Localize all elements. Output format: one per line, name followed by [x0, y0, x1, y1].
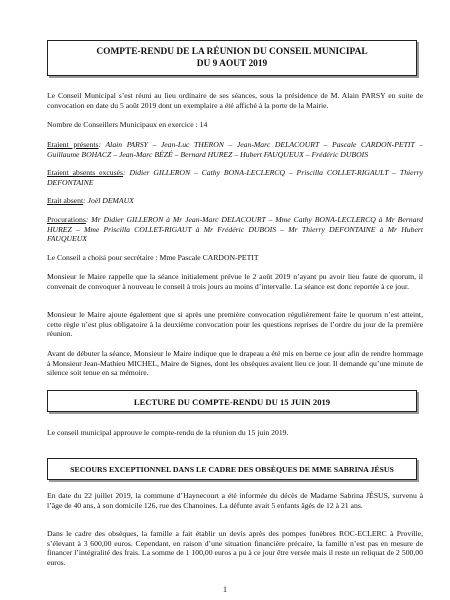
presents-list: : Alain PARSY – Jean-Luc THERON – Jean-Marc DELACOURT – Pascale CARDON-PETIT – Guillaume BOHACZ – Jean-Marc BÉZÉ – Bernard HUREZ – Hubert FAUQUEUX – Frédéric DUBOIS: [47, 140, 423, 159]
section-2-paragraph-1: En date du 22 juillet 2019, la commune d’Haynecourt a été informée du décès de Madame Sabrina JÉSUS, survenu à l’âge de 40 ans, à son domicile 126, rue des Chanoines. La défunte avait 5 enfants âgés de 12 à 21 ans.: [47, 491, 423, 510]
intro-paragraph: Le Conseil Municipal s’est réuni au lieu ordinaire de ses séances, sous la présidence de M. Alain PARSY en suite de convocation en date du 5 août 2019 dont un exemplaire a été affiché à la porte de la Mairie.: [47, 91, 423, 110]
title-box: [47, 40, 417, 76]
quorum-paragraph: Monsieur le Maire rappelle que la séance initialement prévue le 2 août 2019 n’ayant pu avoir lieu faute de quorum, il convenait de convoquer à nouveau le conseil à trois jours au moins d’intervalle. La séance est donc reportée à ce jour.: [47, 272, 423, 291]
excuses-paragraph: [47, 168, 423, 187]
hommage-paragraph: Avant de débuter la séance, Monsieur le Maire indique que le drapeau a été mis en berne ce jour afin de rendre hommage à Monsieur Jean-Mathieu MICHEL, Maire de Signes, dont les obsèques avaient lieu ce jour. Il demande qu’une minute de silence soit tenue en sa mémoire.: [47, 349, 423, 378]
title-line-1: COMPTE-RENDU DE LA RÉUNION DU CONSEIL MUNICIPAL: [96, 47, 368, 57]
absent-name: : Joël DEMAUX: [83, 196, 134, 205]
absent-paragraph: [47, 196, 423, 206]
procurations-label: Procurations: [47, 215, 86, 224]
section-2-title-box: [47, 458, 417, 480]
section-2-title: SECOURS EXCEPTIONNEL DANS LE CADRE DES OBSÈQUES DE MME SABRINA JÉSUS: [70, 465, 394, 474]
presents-label: Etaient présents: [47, 140, 99, 149]
excuses-label: Etaient absents excusés: [47, 168, 124, 177]
section-1-title-box: [47, 390, 417, 412]
procurations-list: : Mr Didier GILLERON à Mr Jean-Marc DELACOURT – Mme Cathy BONA-LECLERCQ à Mr Bernard HUREZ – Mme Priscilla COLLET-RIGAUT à Mr Frédéric DUBOIS – Mr Thierry DEFONTAINE à Mr Hubert FAUQUEUX: [47, 215, 423, 244]
excuses-list: : Didier GILLERON – Cathy BONA-LECLERCQ – Priscilla COLLET-RIGAULT – Thierry DEFONTAINE: [47, 168, 423, 187]
section-2-paragraph-2: Dans le cadre des obsèques, la famille a fait établir un devis après des pompes funèbres ROC-ECLERC à Proville, s’élevant à 3 600,00 euros. Cependant, en raison d’une situation financière précaire, la famille n’est pas en mesure de financer l’intégralité des frais. La somme de 1 100,00 euros a pu à ce jour être versée mais il reste un reliquat de 2 500,00 euros.: [47, 529, 423, 567]
page-number: 1: [223, 585, 227, 594]
title-line-2: DU 9 AOUT 2019: [196, 59, 268, 69]
nb-conseillers: Nombre de Conseillers Municipaux en exercice : 14: [47, 120, 208, 129]
procurations-paragraph: [47, 215, 423, 244]
presents-paragraph: [47, 140, 423, 159]
section-1-title: LECTURE DU COMPTE-RENDU DU 15 JUIN 2019: [133, 397, 331, 407]
convocation-paragraph: Monsieur le Maire ajoute également que si après une première convocation régulièrement faite le quorum n’est atteint, cette règle n’est plus obligatoire à la deuxième convocation pour les questions reprises de l’ordre du jour de la première réunion.: [47, 310, 423, 339]
secretaire-line: Le Conseil a choisi pour secrétaire : Mme Pascale CARDON-PETIT: [47, 253, 259, 262]
absent-label: Etait absent: [47, 196, 84, 205]
section-1-text: Le conseil municipal approuve le compte-rendu de la réunion du 15 juin 2019.: [47, 428, 289, 437]
